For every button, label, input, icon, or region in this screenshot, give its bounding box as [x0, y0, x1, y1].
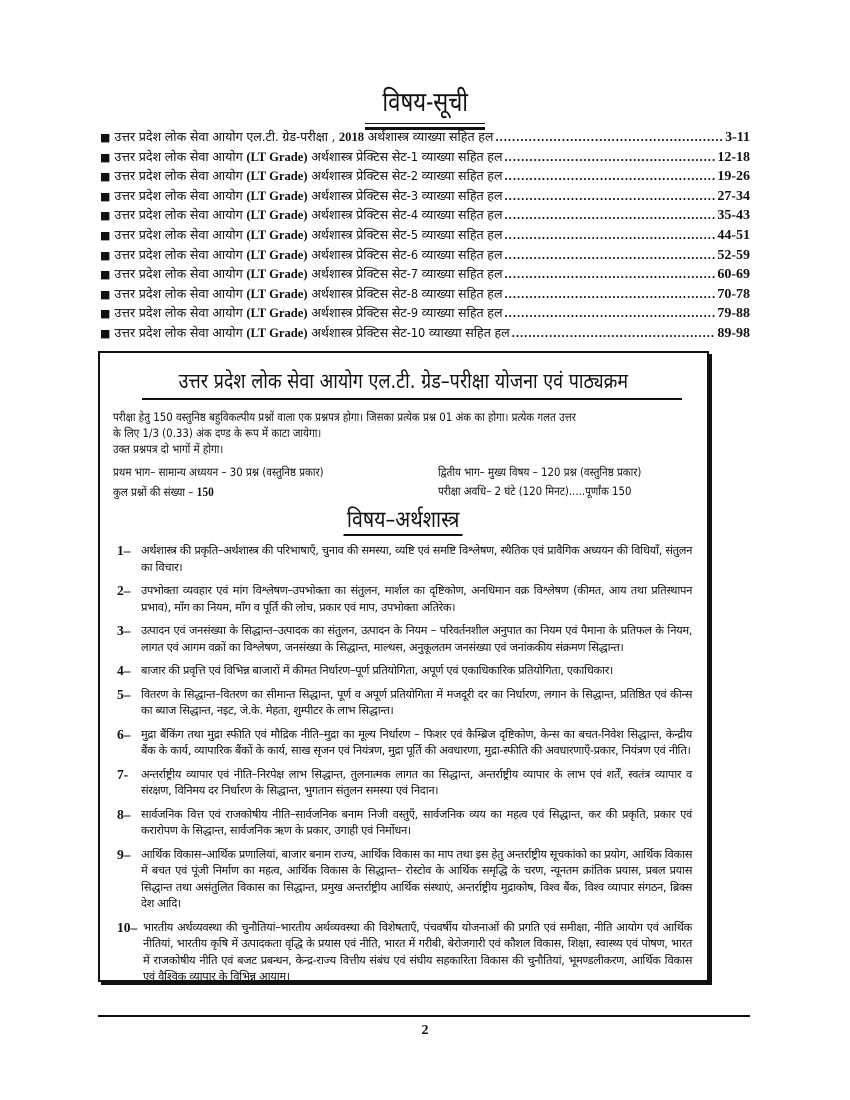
- syllabus-topic: [117, 583, 692, 616]
- toc-entry-title: उत्तर प्रदेश लोक सेवा आयोग (LT Grade) अर्थशास्त्र प्रेक्टिस सेट-8 व्याख्या सहित हल: [114, 285, 503, 301]
- square-bullet-icon: ■: [100, 150, 111, 164]
- toc-entry-title: उत्तर प्रदेश लोक सेवा आयोग (LT Grade) अर्थशास्त्र प्रेक्टिस सेट-6 व्याख्या सहित हल: [114, 246, 503, 262]
- topic-number: 1–: [117, 543, 131, 558]
- toc-entry-title: उत्तर प्रदेश लोक सेवा आयोग (LT Grade) अर्थशास्त्र प्रेक्टिस सेट-4 व्याख्या सहित हल: [114, 207, 503, 223]
- toc-entry-title: उत्तर प्रदेश लोक सेवा आयोग (LT Grade) अर्थशास्त्र प्रेक्टिस सेट-9 व्याख्या सहित हल: [114, 305, 503, 321]
- exam-intro: [113, 409, 753, 457]
- toc-page-range: 3-11: [725, 130, 750, 145]
- dot-leader: [505, 208, 716, 223]
- topic-number: 5–: [117, 686, 131, 702]
- topic-text: मुद्रा बैंकिंग तथा मुद्रा स्फीति एवं मौद्रिक नीति–मुद्रा का मूल्य निर्धारण – फिशर एवं कैम्ब्रिज दृष्टिकोण, केन्स का बचत-निवेश सिद्धान्त, केन्द्रीय बैंक के कार्य, व्यापारिक बैंकों के कार्य, साख सृजन एवं नियंत्रण, मुद्रा पूर्ति की अवधारणा, मुद्रा-स्फीति की अवधारणाएँ-प्रकार, नियंत्रण एवं नीति।: [141, 727, 692, 757]
- square-bullet-icon: ■: [100, 209, 111, 223]
- intro-line: के लिए 1/3 (0.33) अंक दण्ड के रूप में काटा जायेगा।: [113, 426, 322, 440]
- toc-page-range: 89-98: [717, 325, 750, 341]
- square-bullet-icon: ■: [100, 131, 111, 144]
- toc-entry[interactable]: [100, 128, 750, 148]
- footer-rule: [98, 1015, 750, 1017]
- toc-entry[interactable]: [100, 265, 750, 285]
- syllabus-title: उत्तर प्रदेश लोक सेवा आयोग एल.टी. ग्रेड–परीक्षा योजना एवं पाठ्यक्रम: [178, 369, 629, 393]
- toc-entry[interactable]: [100, 167, 750, 187]
- table-of-contents: [100, 128, 750, 344]
- square-bullet-icon: ■: [100, 326, 111, 340]
- square-bullet-icon: ■: [100, 189, 111, 203]
- syllabus-box: [98, 351, 709, 982]
- topic-text: उपभोक्ता व्यवहार एवं मांग विश्लेषण–उपभोक्ता का संतुलन, मार्शल का दृष्टिकोण, अनधिमान वक्र विश्लेषण (कीमत, आय तथा प्रतिस्थापन प्रभाव), माँग का नियम, माँग व पूर्ति की लोच, प्रकार एवं माप, उपभोक्ता अतिरेक।: [141, 584, 692, 614]
- exam-duration: परीक्षा अवधि– 2 घंटे (120 मिनट).....पूर्णांक 150: [438, 484, 632, 498]
- square-bullet-icon: ■: [100, 248, 111, 262]
- syllabus-topic: [117, 623, 692, 656]
- syllabus-topic: [117, 663, 692, 680]
- total-questions-value: 150: [196, 484, 214, 499]
- topic-number: 4–: [117, 663, 131, 678]
- toc-page-range: 27-34: [717, 188, 750, 204]
- topic-number: 10–: [117, 919, 138, 935]
- toc-page-range: 44-51: [717, 227, 750, 243]
- topic-number: 9–: [117, 846, 131, 862]
- toc-page-range: 70-78: [717, 286, 750, 302]
- syllabus-topic: [117, 920, 692, 986]
- toc-page-range: 35-43: [717, 208, 750, 224]
- topic-number: 6–: [117, 726, 131, 742]
- toc-entry[interactable]: [100, 206, 750, 226]
- topic-text: अर्थशास्त्र की प्रकृति–अर्थशास्त्र की परिभाषाएँ, चुनाव की समस्या, व्यष्टि एवं समष्टि विश्लेषण, स्थैतिक एवं प्रावैगिक अध्ययन की विधियाँ, संतुलन का विचार।: [141, 544, 692, 574]
- square-bullet-icon: ■: [100, 307, 111, 321]
- toc-entry-title: उत्तर प्रदेश लोक सेवा आयोग (LT Grade) अर्थशास्त्र प्रेक्टिस सेट-10 व्याख्या सहित हल: [114, 324, 510, 340]
- toc-entry[interactable]: [100, 226, 750, 246]
- syllabus-topic: [117, 807, 692, 840]
- topic-number: 2–: [117, 583, 131, 598]
- dot-leader: [512, 326, 716, 341]
- topic-text: बाजार की प्रवृत्ति एवं विभिन्न बाजारों में कीमत निर्धारण–पूर्ण प्रतियोगिता, अपूर्ण एवं एकाधिकारिक प्रतियोगिता, एकाधिकार।: [141, 664, 613, 677]
- dot-leader: [505, 228, 716, 243]
- toc-entry-title: उत्तर प्रदेश लोक सेवा आयोग (LT Grade) अर्थशास्त्र प्रेक्टिस सेट-5 व्याख्या सहित हल: [114, 226, 503, 242]
- topic-number: 3–: [117, 623, 131, 638]
- square-bullet-icon: ■: [100, 228, 111, 242]
- topic-list: [117, 543, 692, 993]
- square-bullet-icon: ■: [100, 268, 111, 282]
- toc-page-range: 79-88: [717, 306, 750, 322]
- syllabus-topic: [117, 543, 692, 576]
- toc-entry[interactable]: [100, 148, 750, 168]
- topic-text: भारतीय अर्थव्यवस्था की चुनौतियां–भारतीय अर्थव्यवस्था की विशेषताएँ, पंचवर्षीय योजनाओं की प्रगति एवं समीक्षा, नीति आयोग एवं आर्थिक नीतियां, भारतीय कृषि में उत्पादकता वृद्धि के प्रयास एवं नीति, भारत में गरीबी, बेरोजगारी एवं कौशल विकास, शिक्षा, स्वास्थ्य एवं पोषण, भारत में राजकोषीय नीति एवं बजट प्रबन्धन, केन्द्र-राज्य वित्तीय संबंध एवं संघीय सहकारिता विकास की चुनौतियां, भूमण्डलीकरण, आर्थिक विकास एवं वैश्विक व्यापार के विभिन्न आयाम।: [143, 920, 692, 983]
- toc-entry-title: उत्तर प्रदेश लोक सेवा आयोग (LT Grade) अर्थशास्त्र प्रेक्टिस सेट-1 व्याख्या सहित हल: [114, 148, 503, 164]
- dot-leader: [505, 169, 716, 184]
- topic-text: वितरण के सिद्धान्त–वितरण का सीमान्त सिद्धान्त, पूर्ण व अपूर्ण प्रतियोगिता में मजदूरी दर का निर्धारण, लगान के सिद्धान्त, प्रतिष्ठित एवं कीन्स का ब्याज सिद्धान्त, नइट, जे.के. मेहता, शुम्पीटर के लाभ सिद्धान्त।: [141, 687, 692, 717]
- syllabus-topic: [117, 767, 692, 800]
- syllabus-topic: [117, 847, 692, 913]
- toc-page-range: 52-59: [717, 247, 750, 263]
- topic-text: अन्तर्राष्ट्रीय व्यापार एवं नीति–निरपेक्ष लाभ सिद्धान्त, तुलनात्मक लागत का सिद्धान्त, अन्तर्राष्ट्रीय व्यापार के लाभ एवं शर्तें, स्वतंत्र व्यापार व संरक्षण, विनिमय दर निर्धारण के सिद्धान्त, भुगतान संतुलन समस्या एवं निदान।: [141, 767, 692, 797]
- toc-entry[interactable]: [100, 324, 750, 344]
- square-bullet-icon: ■: [100, 287, 111, 301]
- syllabus-topic: [117, 687, 692, 720]
- topic-text: उत्पादन एवं जनसंख्या के सिद्धान्त–उत्पादक का संतुलन, उत्पादन के नियम – परिवर्तनशील अनुपात का नियम एवं पैमाना के प्रतिफल के नियम, लागत एवं आगम वक्रों का विश्लेषण, जनसंख्या के सिद्धान्त, माल्थस, अनुकूलतम जनसंख्या एवं जनांककीय संक्रमण सिद्धान्त।: [141, 624, 692, 654]
- topic-number: 8–: [117, 806, 131, 822]
- toc-entry[interactable]: [100, 304, 750, 324]
- toc-entry-title: उत्तर प्रदेश लोक सेवा आयोग (LT Grade) अर्थशास्त्र प्रेक्टिस सेट-2 व्याख्या सहित हल: [114, 168, 503, 184]
- subject-title: विषय–अर्थशास्त्र: [100, 506, 707, 536]
- dot-leader: [505, 248, 716, 263]
- toc-entry[interactable]: [100, 246, 750, 266]
- toc-entry-title: उत्तर प्रदेश लोक सेवा आयोग (LT Grade) अर्थशास्त्र प्रेक्टिस सेट-7 व्याख्या सहित हल: [114, 266, 503, 282]
- contents-title: विषय-सूची: [382, 87, 468, 118]
- total-questions: [113, 482, 214, 502]
- total-questions-label: कुल प्रश्नों की संख्या –: [113, 485, 194, 499]
- dot-leader: [495, 130, 723, 145]
- toc-entry[interactable]: [100, 187, 750, 207]
- topic-number: 7-: [117, 766, 129, 782]
- topic-text: आर्थिक विकास–आर्थिक प्रणालियां, बाजार बनाम राज्य, आर्थिक विकास का माप तथा इस हेतु अन्तर्राष्ट्रीय सूचकांको का प्रयोग, आर्थिक विकास में बचत एवं पूंजी निर्माण का महत्व, आर्थिक विकास के सिद्धान्त– रोस्टोव के आर्थिक समृद्धि के चरण, न्यूनतम क्रांतिक प्रयास, प्रबल प्रयास सिद्धान्त तथा असंतुलित विकास का सिद्धान्त, प्रमुख अन्तर्राष्ट्रीय आर्थिक संस्थाएं, अन्तर्राष्ट्रीय मुद्राकोष, विश्व बैंक, विश्व व्यापार संगठन, ब्रिक्स देश आदि।: [141, 847, 692, 910]
- intro-line: परीक्षा हेतु 150 वस्तुनिष्ठ बहुविकल्पीय प्रश्नों वाला एक प्रश्नपत्र होगा। जिसका प्रत्येक प्रश्न 01 अंक का होगा। प्रत्येक गलत उत्तर: [113, 410, 576, 424]
- part2-info: द्वितीय भाग– मुख्य विषय – 120 प्रश्न (वस्तुनिष्ठ प्रकार): [438, 465, 642, 479]
- square-bullet-icon: ■: [100, 170, 111, 184]
- title-underline: [365, 123, 485, 124]
- exam-scheme: [113, 463, 753, 502]
- dot-leader: [505, 189, 716, 204]
- toc-page-range: 19-26: [717, 169, 750, 185]
- part1-info: प्रथम भाग– सामान्य अध्ययन – 30 प्रश्न (वस्तुनिष्ठ प्रकार): [113, 465, 324, 479]
- page-number: 2: [421, 1023, 429, 1038]
- dot-leader: [505, 306, 716, 321]
- dot-leader: [505, 150, 716, 165]
- toc-entry[interactable]: [100, 285, 750, 305]
- topic-text: सार्वजनिक वित्त एवं राजकोषीय नीति–सार्वजनिक बनाम निजी वस्तुएँ, सार्वजनिक व्यय का महत्व एवं सिद्धान्त, कर की प्रकृति, प्रकार एवं करारोपण के सिद्धान्त, सार्वजनिक ऋण के प्रकार, उगाही एवं निर्मोधन।: [141, 807, 692, 837]
- dot-leader: [505, 267, 716, 282]
- dot-leader: [505, 287, 716, 302]
- toc-page-range: 60-69: [717, 267, 750, 283]
- intro-line: उक्त प्रश्नपत्र दो भागों में होगा।: [113, 442, 224, 456]
- syllabus-title-underline: [142, 398, 682, 400]
- syllabus-topic: [117, 727, 692, 760]
- toc-entry-title: उत्तर प्रदेश लोक सेवा आयोग (LT Grade) अर्थशास्त्र प्रेक्टिस सेट-3 व्याख्या सहित हल: [114, 187, 503, 203]
- toc-entry-title: उत्तर प्रदेश लोक सेवा आयोग एल.टी. ग्रेड-परीक्षा , 2018 अर्थशास्त्र व्याख्या सहित हल: [114, 129, 494, 144]
- toc-page-range: 12-18: [717, 149, 750, 165]
